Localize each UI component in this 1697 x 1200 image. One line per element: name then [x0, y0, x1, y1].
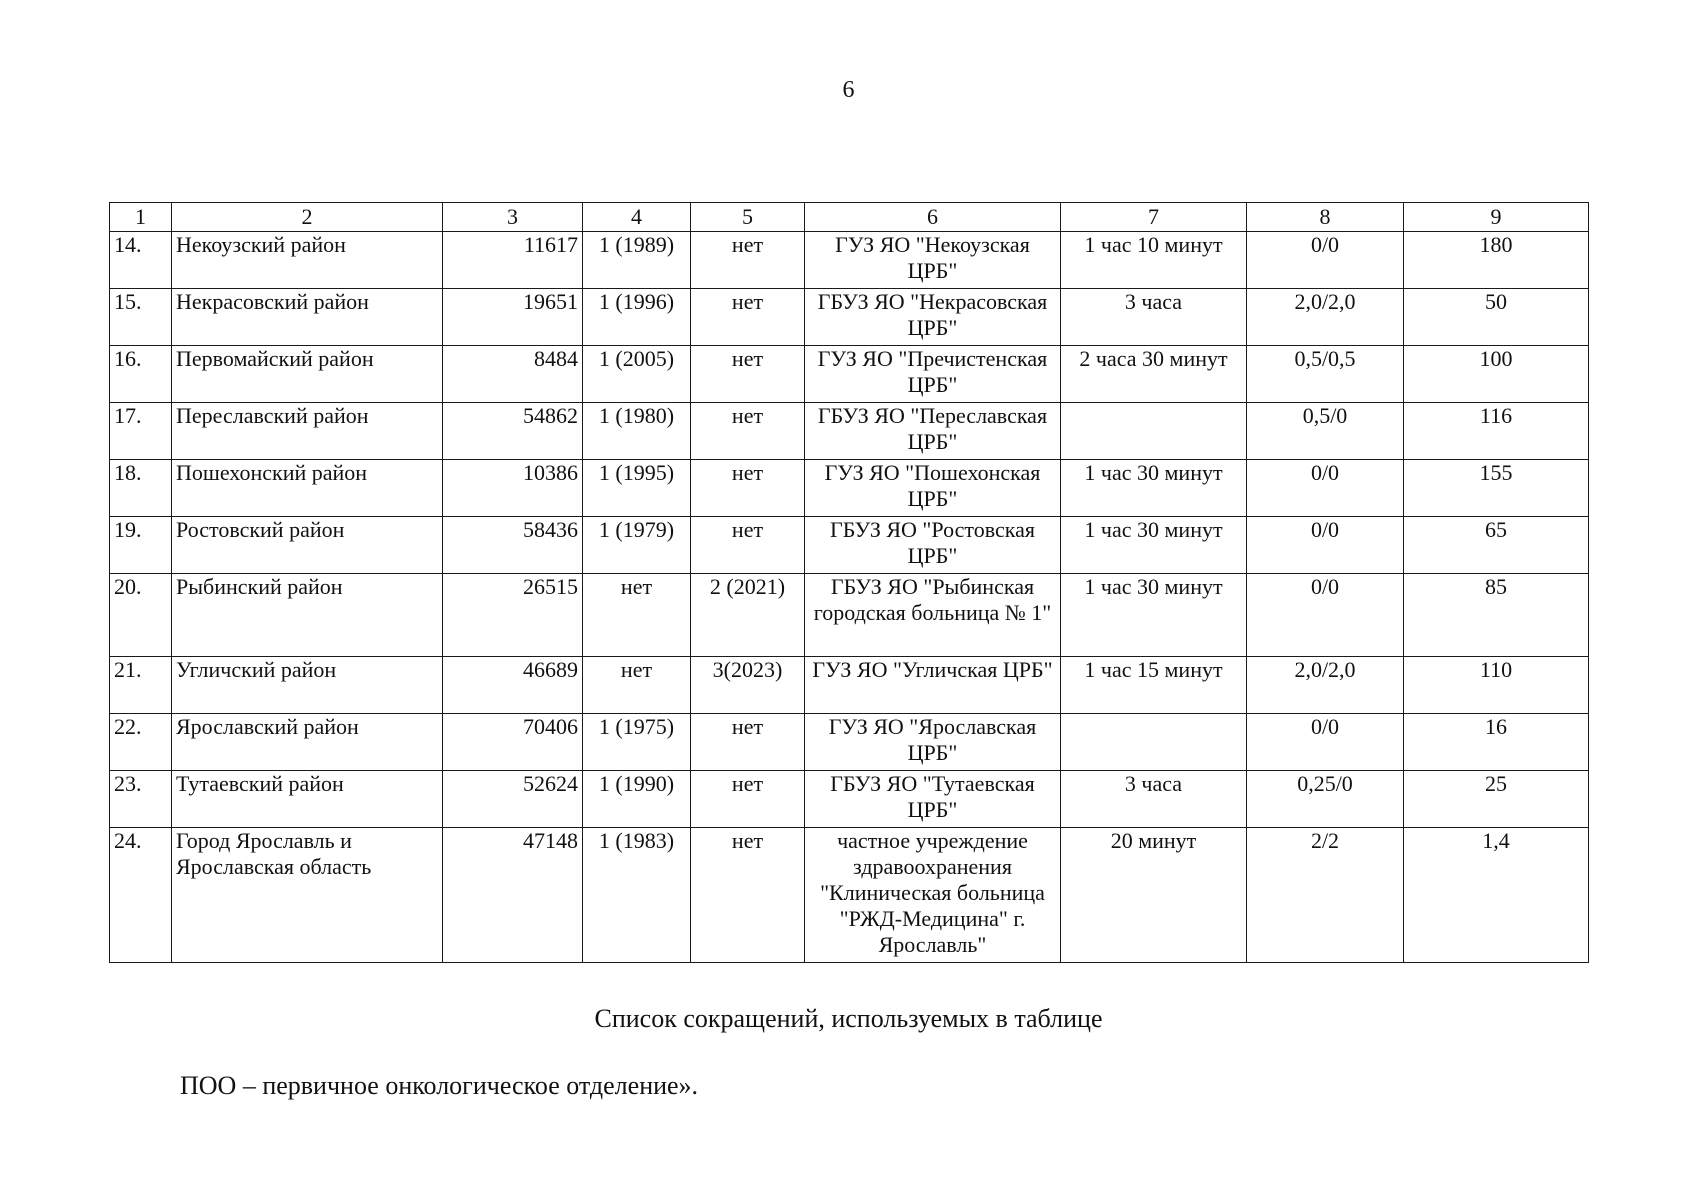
col8-cell: 0/0	[1247, 460, 1404, 517]
col4-cell: 1 (1996)	[583, 289, 691, 346]
population-cell: 10386	[443, 460, 583, 517]
district-cell: Ярославский район	[172, 714, 443, 771]
population-cell: 46689	[443, 657, 583, 714]
col5-cell: нет	[691, 289, 805, 346]
table-row	[110, 771, 1589, 828]
travel-time-cell	[1061, 714, 1247, 771]
column-header: 9	[1404, 203, 1589, 232]
col9-cell: 110	[1404, 657, 1589, 714]
header-row	[110, 203, 1589, 232]
table-row	[110, 403, 1589, 460]
table-row	[110, 346, 1589, 403]
row-number: 23.	[110, 771, 172, 828]
population-cell: 26515	[443, 574, 583, 657]
district-table	[109, 202, 1589, 963]
population-cell: 19651	[443, 289, 583, 346]
col8-cell: 0/0	[1247, 517, 1404, 574]
col4-cell: 1 (1989)	[583, 232, 691, 289]
travel-time-cell	[1061, 403, 1247, 460]
column-header: 6	[805, 203, 1061, 232]
table-row	[110, 232, 1589, 289]
row-number: 24.	[110, 828, 172, 963]
col5-cell: нет	[691, 714, 805, 771]
abbreviations-heading: Список сокращений, используемых в таблице	[594, 1004, 1103, 1033]
population-cell: 70406	[443, 714, 583, 771]
col9-cell: 155	[1404, 460, 1589, 517]
col4-cell: нет	[583, 657, 691, 714]
district-cell: Рыбинский район	[172, 574, 443, 657]
row-number: 20.	[110, 574, 172, 657]
population-cell: 8484	[443, 346, 583, 403]
col4-cell: 1 (1990)	[583, 771, 691, 828]
col5-cell: нет	[691, 232, 805, 289]
col9-cell: 100	[1404, 346, 1589, 403]
travel-time-cell: 3 часа	[1061, 771, 1247, 828]
col4-cell: 1 (1995)	[583, 460, 691, 517]
institution-cell: ГБУЗ ЯО "Ростовская ЦРБ"	[805, 517, 1061, 574]
population-cell: 52624	[443, 771, 583, 828]
row-number: 21.	[110, 657, 172, 714]
col5-cell: нет	[691, 460, 805, 517]
col8-cell: 0/0	[1247, 232, 1404, 289]
col5-cell: 3(2023)	[691, 657, 805, 714]
district-cell: Угличский район	[172, 657, 443, 714]
col8-cell: 2,0/2,0	[1247, 657, 1404, 714]
col8-cell: 2,0/2,0	[1247, 289, 1404, 346]
col9-cell: 50	[1404, 289, 1589, 346]
travel-time-cell: 2 часа 30 минут	[1061, 346, 1247, 403]
institution-cell: ГУЗ ЯО "Пречистенская ЦРБ"	[805, 346, 1061, 403]
column-header: 5	[691, 203, 805, 232]
district-cell: Пошехонский район	[172, 460, 443, 517]
col4-cell: 1 (1975)	[583, 714, 691, 771]
population-cell: 58436	[443, 517, 583, 574]
col8-cell: 0,5/0,5	[1247, 346, 1404, 403]
col8-cell: 0/0	[1247, 574, 1404, 657]
col9-cell: 65	[1404, 517, 1589, 574]
row-number: 16.	[110, 346, 172, 403]
column-header: 2	[172, 203, 443, 232]
travel-time-cell: 1 час 10 минут	[1061, 232, 1247, 289]
travel-time-cell: 1 час 30 минут	[1061, 517, 1247, 574]
travel-time-cell: 1 час 15 минут	[1061, 657, 1247, 714]
col9-cell: 25	[1404, 771, 1589, 828]
institution-cell: ГБУЗ ЯО "Тутаевская ЦРБ"	[805, 771, 1061, 828]
col9-cell: 85	[1404, 574, 1589, 657]
district-cell: Первомайский район	[172, 346, 443, 403]
institution-cell: ГУЗ ЯО "Пошехонская ЦРБ"	[805, 460, 1061, 517]
col9-cell: 116	[1404, 403, 1589, 460]
institution-cell: ГБУЗ ЯО "Рыбинская городская больница № 1"	[805, 574, 1061, 657]
column-header: 4	[583, 203, 691, 232]
column-header: 3	[443, 203, 583, 232]
travel-time-cell: 1 час 30 минут	[1061, 574, 1247, 657]
abbreviation-note: ПОО – первичное онкологическое отделение».	[180, 1071, 699, 1100]
col5-cell: нет	[691, 771, 805, 828]
col4-cell: 1 (1983)	[583, 828, 691, 963]
col4-cell: нет	[583, 574, 691, 657]
row-number: 19.	[110, 517, 172, 574]
table-row	[110, 828, 1589, 963]
district-cell: Переславский район	[172, 403, 443, 460]
col8-cell: 0/0	[1247, 714, 1404, 771]
column-header: 7	[1061, 203, 1247, 232]
col5-cell: 2 (2021)	[691, 574, 805, 657]
district-cell: Некрасовский район	[172, 289, 443, 346]
col9-cell: 16	[1404, 714, 1589, 771]
row-number: 17.	[110, 403, 172, 460]
col5-cell: нет	[691, 828, 805, 963]
institution-cell: ГБУЗ ЯО "Некрасовская ЦРБ"	[805, 289, 1061, 346]
col9-cell: 1,4	[1404, 828, 1589, 963]
table-row	[110, 574, 1589, 657]
table-row	[110, 517, 1589, 574]
col4-cell: 1 (1980)	[583, 403, 691, 460]
institution-cell: ГБУЗ ЯО "Переславская ЦРБ"	[805, 403, 1061, 460]
table-row	[110, 460, 1589, 517]
col5-cell: нет	[691, 346, 805, 403]
column-header: 1	[110, 203, 172, 232]
column-header: 8	[1247, 203, 1404, 232]
district-cell: Некоузский район	[172, 232, 443, 289]
district-cell: Тутаевский район	[172, 771, 443, 828]
district-cell: Город Ярославль и Ярославская область	[172, 828, 443, 963]
col8-cell: 0,25/0	[1247, 771, 1404, 828]
table-row	[110, 289, 1589, 346]
institution-cell: ГУЗ ЯО "Ярославская ЦРБ"	[805, 714, 1061, 771]
row-number: 15.	[110, 289, 172, 346]
table-row	[110, 657, 1589, 714]
row-number: 18.	[110, 460, 172, 517]
travel-time-cell: 3 часа	[1061, 289, 1247, 346]
col8-cell: 0,5/0	[1247, 403, 1404, 460]
col4-cell: 1 (2005)	[583, 346, 691, 403]
row-number: 14.	[110, 232, 172, 289]
population-cell: 54862	[443, 403, 583, 460]
table-row	[110, 714, 1589, 771]
col8-cell: 2/2	[1247, 828, 1404, 963]
col4-cell: 1 (1979)	[583, 517, 691, 574]
travel-time-cell: 1 час 30 минут	[1061, 460, 1247, 517]
institution-cell: ГУЗ ЯО "Угличская ЦРБ"	[805, 657, 1061, 714]
district-cell: Ростовский район	[172, 517, 443, 574]
institution-cell: частное учреждение здравоохранения "Клиническая больница "РЖД-Медицина" г. Ярославль"	[805, 828, 1061, 963]
travel-time-cell: 20 минут	[1061, 828, 1247, 963]
col5-cell: нет	[691, 517, 805, 574]
population-cell: 47148	[443, 828, 583, 963]
institution-cell: ГУЗ ЯО "Некоузская ЦРБ"	[805, 232, 1061, 289]
row-number: 22.	[110, 714, 172, 771]
col5-cell: нет	[691, 403, 805, 460]
page-number: 6	[842, 77, 855, 103]
population-cell: 11617	[443, 232, 583, 289]
col9-cell: 180	[1404, 232, 1589, 289]
